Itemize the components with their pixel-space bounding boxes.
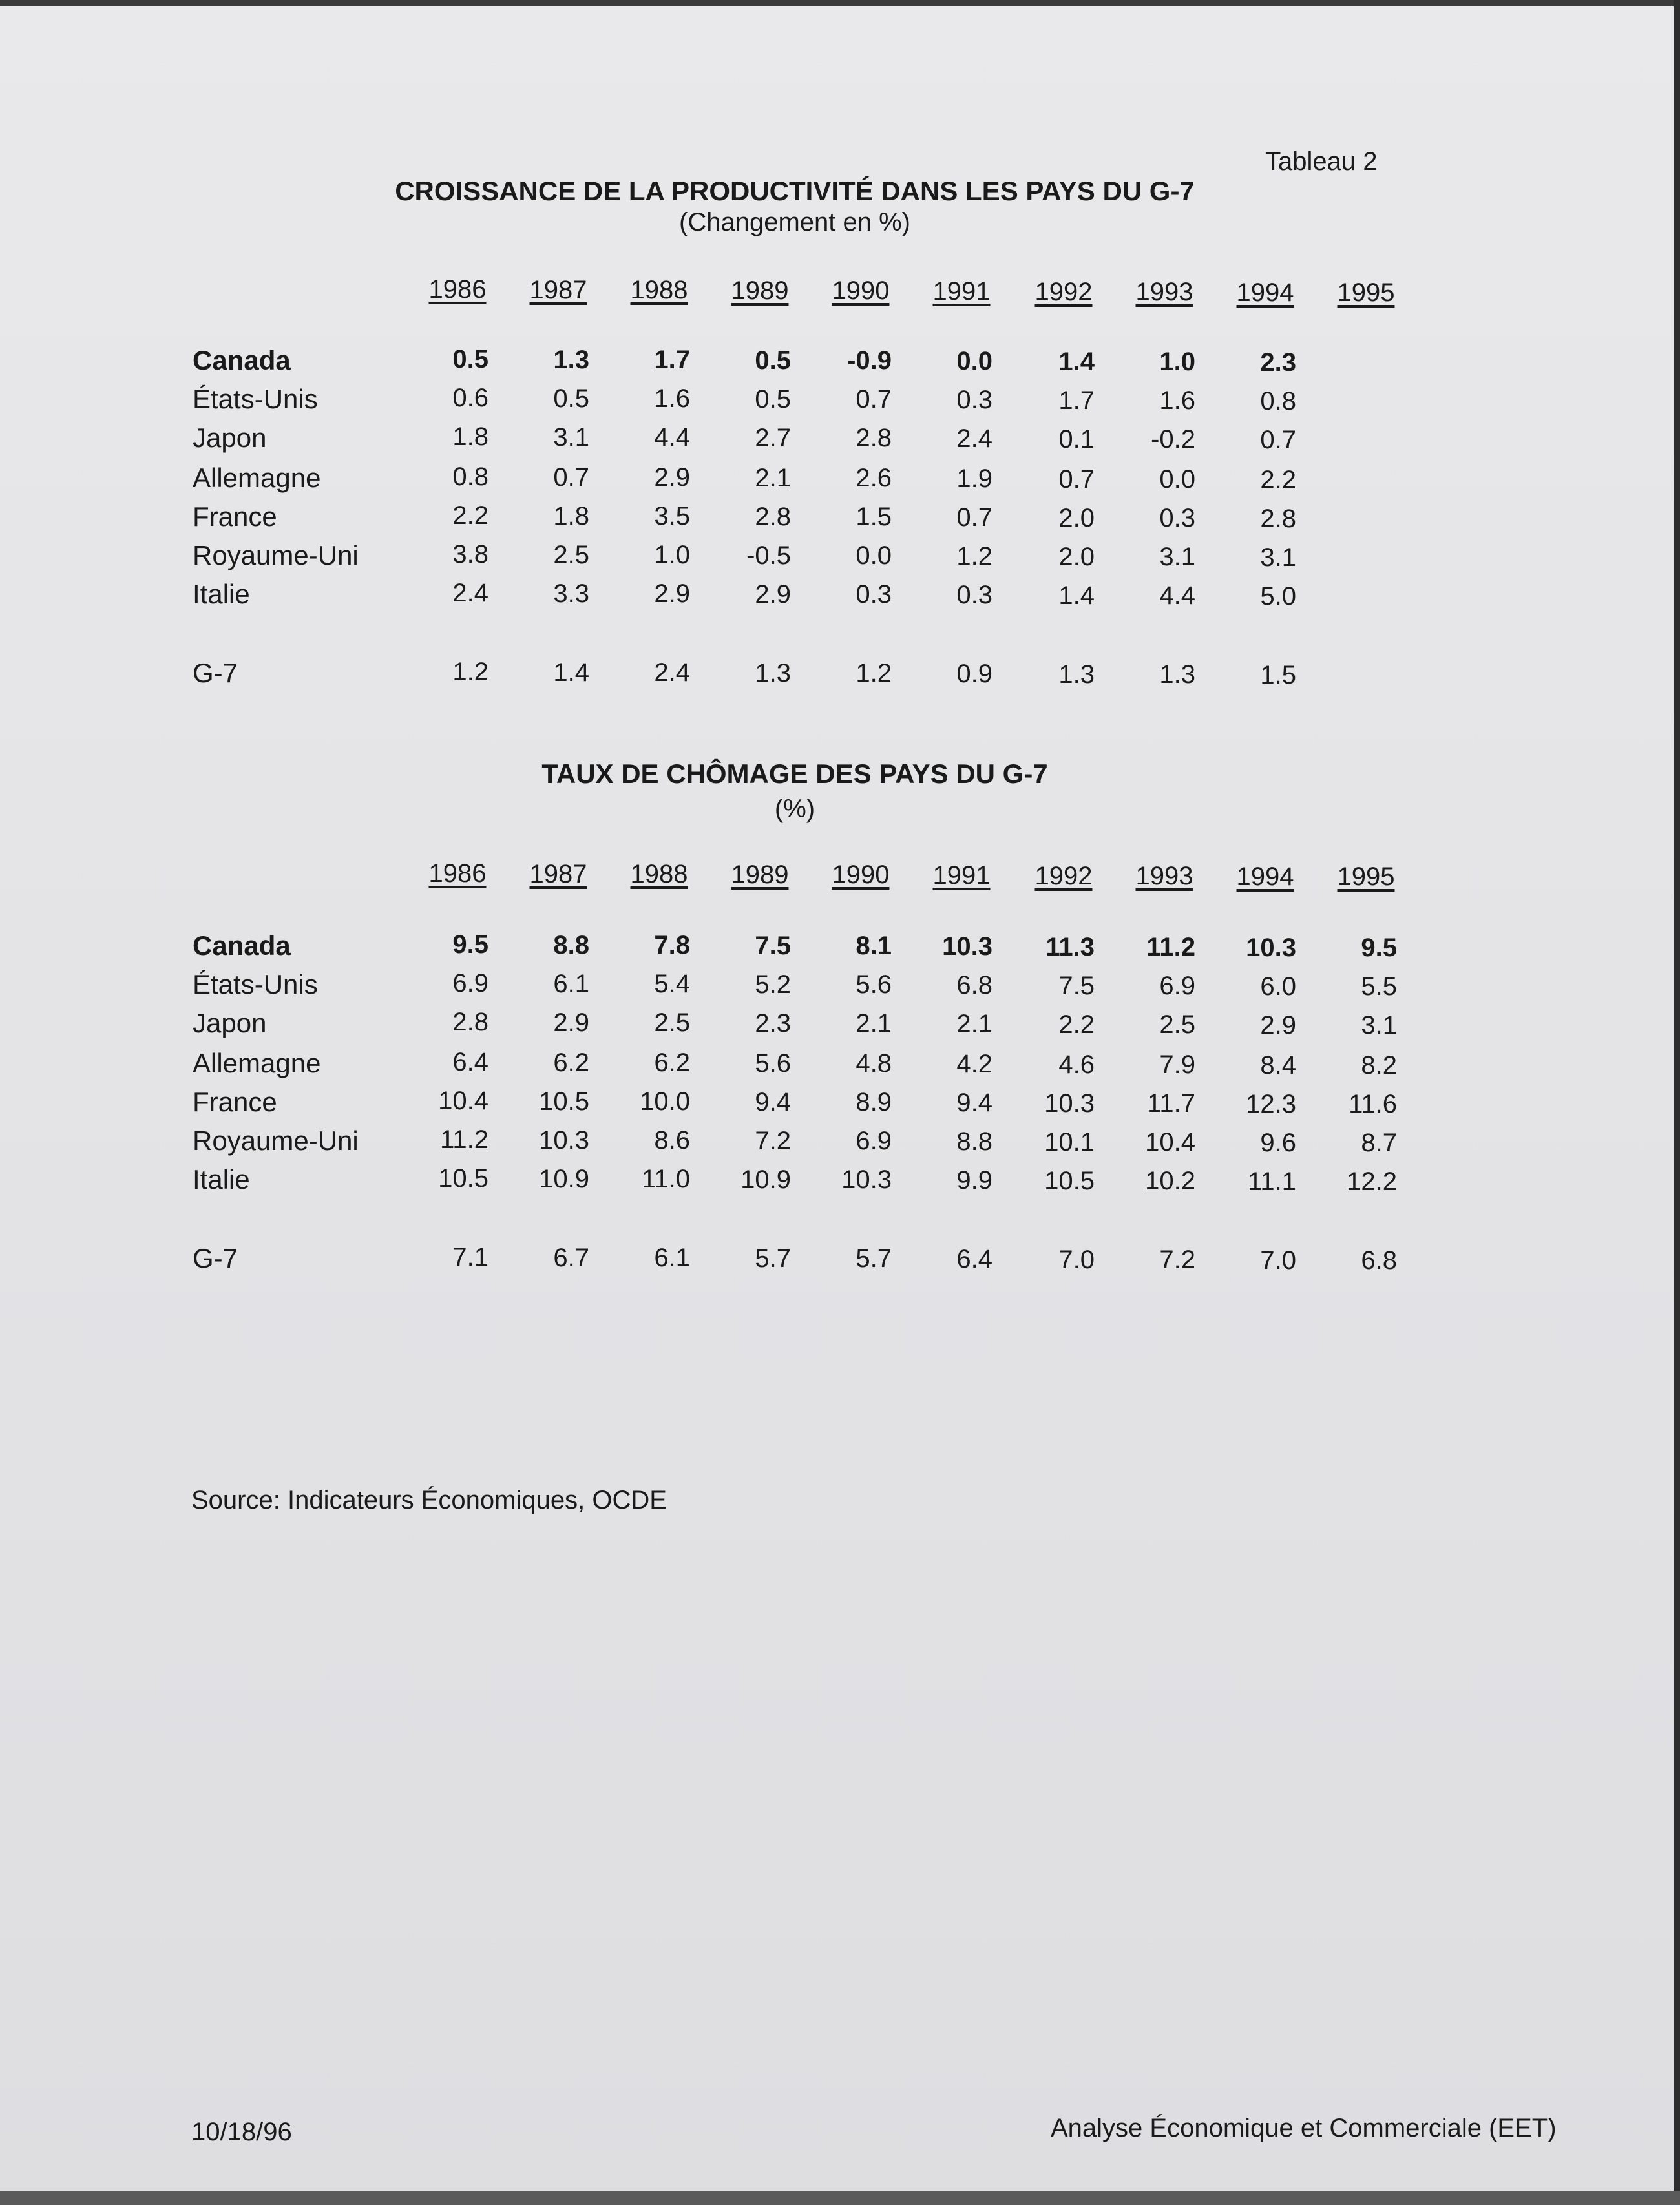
table-cell: 4.8 [856, 1049, 892, 1078]
footer-publisher: Analyse Économique et Commerciale (EET) [1051, 2114, 1557, 2142]
table-cell: 11.3 [1045, 932, 1095, 961]
table-cell: 2.2 [452, 501, 488, 530]
year-header-1990: 1990 [832, 277, 890, 306]
year-header-1995: 1995 [1337, 278, 1395, 308]
table-cell: 2.2 [1260, 465, 1296, 494]
table-cell: 1.4 [553, 658, 589, 687]
table-cell: 1.3 [1159, 660, 1195, 689]
table-cell: 10.3 [1246, 933, 1296, 962]
table-cell: 1.7 [1058, 386, 1095, 415]
table-cell: 11.7 [1147, 1089, 1195, 1118]
table-cell: 3.3 [553, 579, 589, 608]
table-cell: 4.2 [956, 1050, 992, 1078]
table-cell: 2.8 [856, 424, 892, 453]
row-label: G-7 [193, 658, 238, 688]
table-cell: 2.9 [1260, 1010, 1296, 1040]
table-cell: 5.7 [755, 1244, 791, 1273]
table-cell: 0.5 [755, 384, 791, 413]
table-cell: -0.5 [746, 541, 791, 570]
table-cell: 8.6 [654, 1126, 690, 1155]
table-cell: 2.8 [755, 502, 791, 531]
unemployment-title: TAUX DE CHÔMAGE DES PAYS DU G-7 [541, 758, 1048, 789]
scan-bottom-edge [0, 2191, 1680, 2205]
table-cell: 1.7 [654, 346, 690, 375]
table-cell: 2.0 [1058, 503, 1095, 532]
table-cell: 7.9 [1159, 1050, 1195, 1080]
table-cell: 2.7 [755, 423, 791, 452]
table-cell: 10.5 [438, 1164, 488, 1193]
row-label: Canada [193, 930, 291, 961]
table-cell: 0.3 [956, 386, 992, 414]
year-header-1988: 1988 [630, 860, 688, 889]
table-cell: 1.2 [956, 542, 992, 570]
table-cell: 10.1 [1044, 1127, 1095, 1156]
row-label: Royaume-Uni [193, 1125, 359, 1156]
year-header-1992: 1992 [1034, 861, 1093, 890]
table-cell: 11.0 [642, 1165, 690, 1194]
table-cell: 1.0 [1159, 348, 1195, 377]
table-cell: 0.0 [1159, 465, 1195, 494]
table-cell: 5.0 [1260, 581, 1296, 611]
table-cell: 6.1 [654, 1244, 690, 1273]
year-header-1992: 1992 [1034, 277, 1093, 306]
table-cell: 5.7 [856, 1244, 892, 1273]
table-cell: 5.5 [1361, 972, 1397, 1001]
table-cell: 12.2 [1347, 1167, 1397, 1197]
table-cell: 5.2 [755, 970, 791, 999]
table-cell: 7.0 [1058, 1245, 1095, 1274]
table-cell: 2.9 [654, 580, 690, 609]
table-cell: 11.1 [1248, 1167, 1296, 1196]
year-header-1995: 1995 [1337, 862, 1395, 892]
row-label: Royaume-Uni [193, 540, 359, 570]
table-cell: 7.5 [1058, 971, 1095, 1000]
table-cell: 6.9 [1159, 972, 1195, 1001]
table-cell: 9.4 [956, 1089, 992, 1117]
table-cell: 10.9 [740, 1165, 791, 1194]
table-cell: 0.5 [553, 384, 589, 413]
year-header-1994: 1994 [1236, 278, 1294, 307]
table-cell: 2.3 [1260, 348, 1296, 377]
table-cell: 6.2 [553, 1048, 589, 1077]
table-cell: 0.3 [956, 581, 992, 609]
table-cell: 9.4 [755, 1087, 791, 1116]
table-cell: 8.7 [1361, 1129, 1397, 1158]
table-cell: 1.4 [1058, 347, 1095, 376]
table-cell: -0.9 [847, 346, 892, 375]
row-label: Japon [193, 423, 267, 453]
table-cell: 10.9 [539, 1164, 589, 1193]
table-cell: 6.4 [452, 1048, 488, 1076]
table-cell: 4.6 [1058, 1050, 1095, 1079]
table-cell: 6.7 [553, 1243, 589, 1272]
productivity-subtitle: (Changement en %) [679, 208, 910, 236]
table-cell: 0.7 [553, 463, 589, 492]
table-cell: 2.4 [956, 424, 992, 453]
table-cell: 0.7 [1058, 465, 1095, 494]
table-cell: 7.8 [654, 931, 690, 960]
row-label: Japon [193, 1008, 267, 1038]
table-cell: 1.6 [654, 384, 690, 413]
table-cell: 2.2 [1058, 1010, 1095, 1039]
table-cell: 0.6 [452, 384, 488, 412]
table-cell: 0.7 [956, 503, 992, 532]
table-cell: 0.8 [452, 463, 488, 491]
table-cell: 8.1 [856, 932, 892, 961]
table-cell: 9.5 [452, 930, 488, 959]
table-cell: 3.5 [654, 502, 690, 531]
table-cell: 0.7 [1260, 425, 1296, 454]
table-cell: 10.0 [640, 1087, 690, 1116]
year-header-1990: 1990 [832, 861, 890, 890]
table-cell: 6.8 [956, 971, 992, 999]
year-header-1987: 1987 [529, 859, 587, 888]
table-cell: 9.9 [956, 1166, 992, 1195]
year-header-1988: 1988 [630, 276, 688, 305]
table-cell: 10.2 [1145, 1167, 1195, 1196]
table-cell: 10.3 [539, 1125, 589, 1155]
row-label: Allemagne [193, 1048, 321, 1078]
table-cell: 6.1 [553, 969, 589, 998]
table-cell: 4.4 [1159, 581, 1195, 611]
table-cell: 8.8 [553, 930, 589, 959]
table-cell: 5.6 [856, 970, 892, 999]
year-header-1989: 1989 [731, 276, 789, 305]
table-cell: 1.4 [1058, 581, 1095, 610]
table-cell: 1.2 [856, 659, 892, 688]
row-label: France [193, 1087, 277, 1117]
table-cell: 6.8 [1361, 1246, 1397, 1275]
table-cell: 10.5 [539, 1087, 589, 1116]
table-cell: 11.2 [1146, 933, 1195, 962]
unemployment-subtitle: (%) [774, 795, 815, 823]
table-cell: 0.3 [1159, 504, 1195, 533]
row-label: France [193, 501, 277, 532]
table-cell: 0.5 [755, 346, 791, 375]
table-cell: 1.8 [553, 501, 589, 530]
row-label: Allemagne [193, 463, 321, 493]
table-cell: 10.4 [1145, 1128, 1195, 1157]
table-cell: 9.5 [1361, 934, 1397, 963]
table-cell: 0.0 [956, 347, 992, 375]
productivity-title: CROISSANCE DE LA PRODUCTIVITÉ DANS LES PAYS DU G-7 [395, 176, 1195, 206]
table-cell: 2.0 [1058, 542, 1095, 571]
table-cell: 0.8 [1260, 386, 1296, 415]
year-header-1987: 1987 [529, 275, 587, 304]
table-cell: 2.8 [1260, 504, 1296, 533]
table-cell: 11.2 [440, 1125, 488, 1154]
table-cell: 0.5 [452, 345, 488, 373]
scan-top-edge [0, 0, 1680, 6]
table-cell: 6.4 [956, 1245, 992, 1273]
table-cell: 0.7 [856, 385, 892, 414]
table-label: Tableau 2 [1265, 147, 1378, 176]
row-label: Italie [193, 1164, 250, 1195]
table-cell: 2.5 [1159, 1010, 1195, 1040]
table-cell: 10.3 [1044, 1089, 1095, 1118]
table-cell: 1.2 [452, 658, 488, 686]
table-cell: 2.9 [553, 1008, 589, 1037]
table-cell: 2.1 [755, 463, 791, 492]
table-cell: 1.5 [856, 503, 892, 532]
year-header-1991: 1991 [932, 861, 991, 890]
table-cell: 10.3 [841, 1165, 892, 1195]
table-cell: 2.5 [553, 540, 589, 569]
scan-right-edge [1674, 0, 1680, 2205]
table-cell: 2.9 [654, 463, 690, 492]
table-cell: 1.3 [1058, 660, 1095, 689]
table-cell: 0.9 [956, 660, 992, 688]
table-cell: 1.3 [755, 658, 791, 687]
table-cell: 2.9 [755, 580, 791, 609]
table-cell: 2.1 [856, 1009, 892, 1038]
table-cell: 8.8 [956, 1127, 992, 1156]
table-cell: 10.5 [1044, 1166, 1095, 1195]
table-cell: 11.6 [1349, 1090, 1397, 1119]
year-header-1993: 1993 [1135, 278, 1193, 307]
table-cell: 2.8 [452, 1008, 488, 1036]
table-cell: -0.2 [1151, 425, 1195, 454]
source-note: Source: Indicateurs Économiques, OCDE [191, 1486, 667, 1514]
table-cell: 7.2 [1159, 1246, 1195, 1275]
table-cell: 10.3 [942, 932, 992, 961]
table-cell: 3.1 [1260, 543, 1296, 572]
table-cell: 1.0 [654, 541, 690, 570]
table-cell: 5.6 [755, 1049, 791, 1078]
year-header-1989: 1989 [731, 860, 789, 889]
table-cell: 3.8 [452, 540, 488, 569]
table-cell: 7.1 [452, 1243, 488, 1271]
table-cell: 3.1 [553, 423, 589, 452]
table-cell: 6.9 [452, 969, 488, 998]
table-cell: 9.6 [1260, 1128, 1296, 1157]
table-cell: 7.0 [1260, 1246, 1296, 1275]
table-cell: 1.3 [553, 345, 589, 374]
table-cell: 2.5 [654, 1008, 690, 1038]
year-header-1993: 1993 [1135, 862, 1193, 891]
table-cell: 2.4 [452, 579, 488, 607]
row-label: Italie [193, 579, 250, 609]
year-header-1991: 1991 [932, 277, 991, 306]
table-cell: 6.2 [654, 1049, 690, 1078]
table-cell: 1.6 [1159, 386, 1195, 415]
table-cell: 5.4 [654, 970, 690, 999]
table-cell: 0.3 [856, 580, 892, 609]
table-cell: 2.3 [755, 1008, 791, 1038]
year-header-1986: 1986 [428, 275, 487, 304]
table-cell: 8.2 [1361, 1051, 1397, 1080]
table-cell: 7.5 [755, 931, 791, 960]
table-cell: 0.1 [1058, 424, 1095, 454]
table-cell: 0.0 [856, 541, 892, 570]
table-cell: 4.4 [654, 423, 690, 452]
table-cell: 8.4 [1260, 1050, 1296, 1080]
table-cell: 8.9 [856, 1088, 892, 1117]
table-cell: 1.5 [1260, 660, 1296, 689]
row-label: Canada [193, 345, 291, 375]
table-cell: 6.0 [1260, 972, 1296, 1001]
year-header-1986: 1986 [428, 859, 487, 888]
row-label: États-Unis [193, 384, 318, 414]
table-cell: 1.9 [956, 465, 992, 493]
table-cell: 3.1 [1361, 1011, 1397, 1040]
table-cell: 3.1 [1159, 543, 1195, 572]
table-cell: 2.1 [956, 1010, 992, 1038]
table-cell: 10.4 [438, 1087, 488, 1115]
table-cell: 2.6 [856, 464, 892, 493]
table-cell: 7.2 [755, 1126, 791, 1155]
footer-date: 10/18/96 [191, 2118, 292, 2146]
table-cell: 2.4 [654, 658, 690, 687]
table-cell: 1.8 [452, 423, 488, 451]
table-cell: 12.3 [1246, 1089, 1296, 1118]
year-header-1994: 1994 [1236, 862, 1294, 891]
table-cell: 6.9 [856, 1127, 892, 1156]
row-label: G-7 [193, 1243, 238, 1273]
row-label: États-Unis [193, 969, 318, 999]
